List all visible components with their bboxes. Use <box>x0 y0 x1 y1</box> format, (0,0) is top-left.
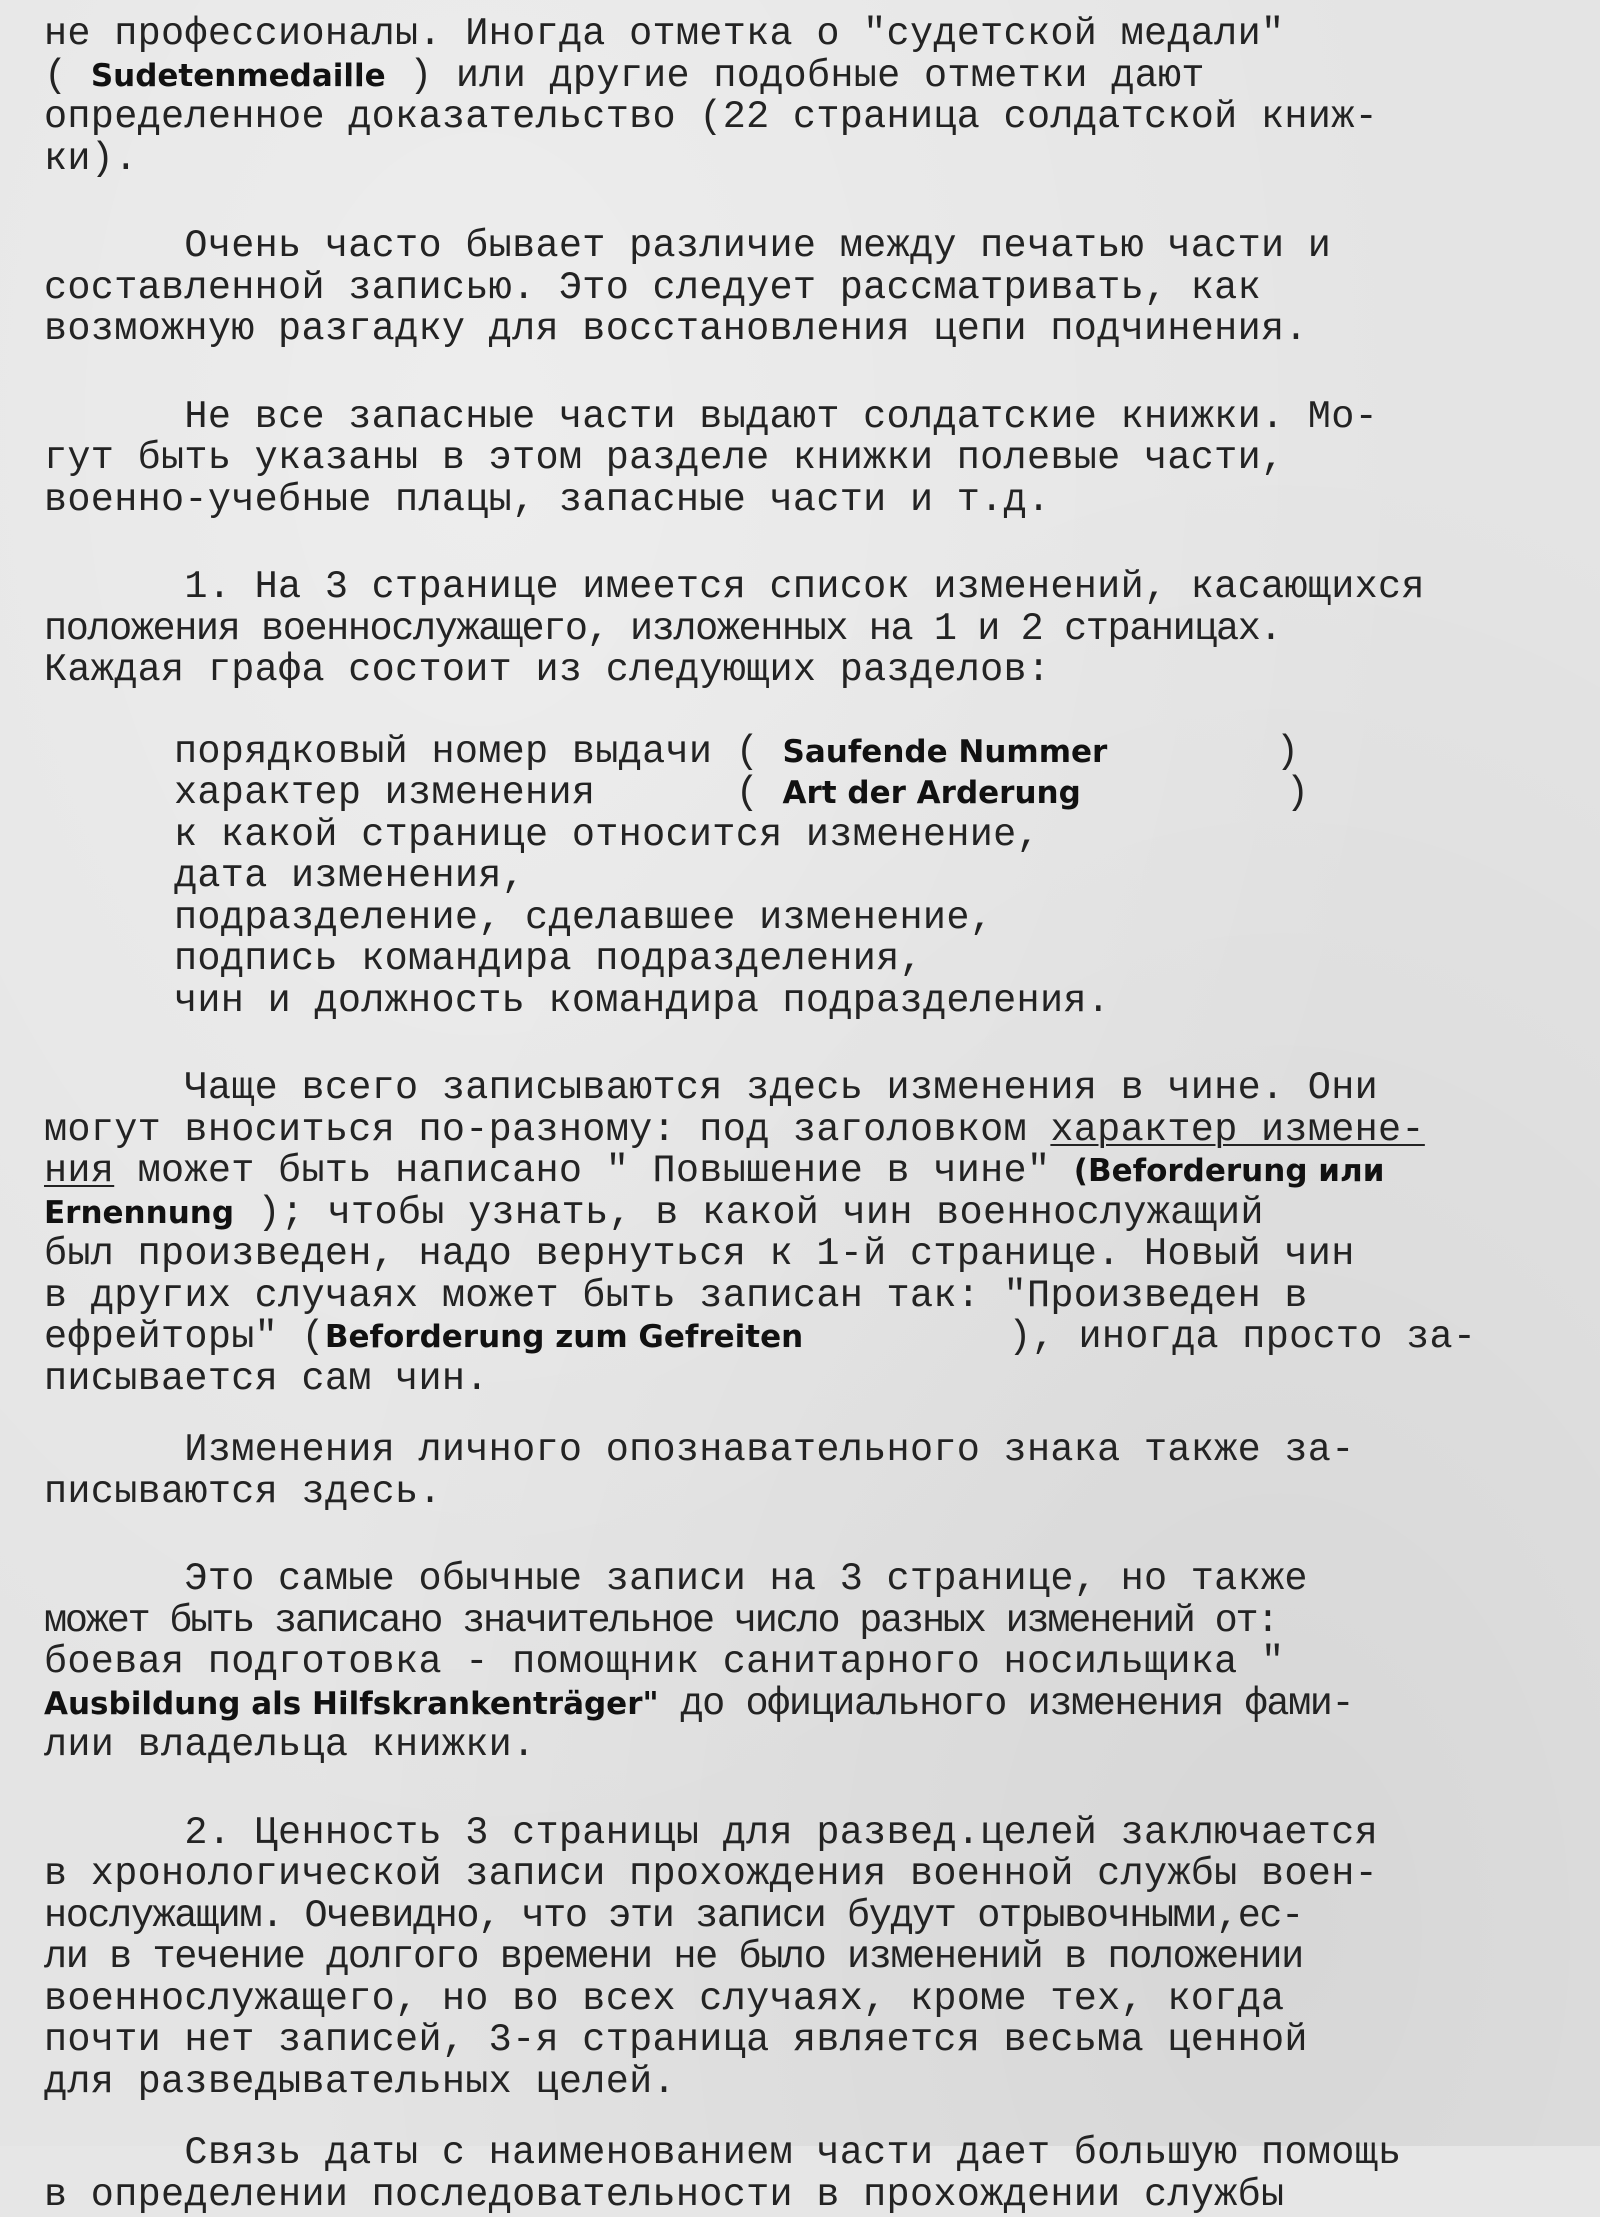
text-line <box>44 1151 1560 1193</box>
text-line: почти нет записей, 3-я страница является весьма ценной <box>44 2018 1308 2062</box>
text-line: нослужащим. Очевидно, что эти записи будут отрывочными,ес- <box>44 1893 1303 1938</box>
text-line: писывается сам чин. <box>44 1356 489 1401</box>
text-line: Это самые обычные записи на 3 странице, но также <box>44 1557 1308 1601</box>
text-line: лии владельца книжки. <box>44 1723 536 1767</box>
handwritten-insert: Beforderung zum Gefreiten <box>324 1319 804 1355</box>
handwritten-insert: (Beforderung или <box>1073 1153 1385 1189</box>
text-line: Связь даты с наименованием части дает большую помощь <box>44 2131 1402 2175</box>
text-fragment: ), иногда просто за- <box>984 1315 1477 1359</box>
paragraph-4 <box>44 567 1560 692</box>
paragraph-2 <box>44 226 1560 351</box>
text-fragment: ); чтобы узнать, в какой чин военнослужащий <box>234 1190 1264 1235</box>
paragraph-5 <box>44 1068 1560 1400</box>
text-fragment: ) или другие подобные отметки дают <box>385 53 1205 98</box>
paragraph-9 <box>44 2133 1560 2216</box>
list-item <box>174 729 1560 774</box>
text-line: военно-учебные плацы, запасные части и т.д. <box>44 477 1051 522</box>
text-fragment: могут вноситься по-разному: под заголовком <box>44 1107 1051 1152</box>
text-fragment: ) <box>1262 771 1310 815</box>
text-line: ки). <box>44 136 138 181</box>
paragraph-7 <box>44 1559 1560 1767</box>
handwritten-insert: Ernennung <box>44 1194 235 1231</box>
list-item: подпись командира подразделения, <box>174 937 923 981</box>
text-fragment: ефрейторы" ( <box>44 1315 325 1359</box>
text-fragment: до официального изменения фами- <box>658 1681 1354 1726</box>
text-line: был произведен, надо вернуться к 1-й странице. Новый чин <box>44 1232 1355 1276</box>
text-line: определенное доказательство (22 страница солдатской книж- <box>44 95 1379 139</box>
section-list <box>44 729 1560 1023</box>
paragraph-3 <box>44 394 1560 522</box>
handwritten-insert: Saufende Nummer <box>782 733 1108 770</box>
handwritten-insert: Art der Arderung <box>782 775 1081 811</box>
text-line: писываются здесь. <box>44 1469 442 1514</box>
list-item: к какой странице относится изменение, <box>174 812 1040 857</box>
text-line <box>44 1317 1560 1359</box>
list-item <box>174 773 1560 815</box>
text-line <box>44 1681 1560 1726</box>
list-item: чин и должность командира подразделения. <box>174 978 1111 1023</box>
underlined-text: ния <box>44 1149 115 1193</box>
text-line <box>44 1107 1560 1152</box>
text-line: Чаще всего записываются здесь изменения в чине. Они <box>44 1066 1379 1110</box>
handwritten-insert: Sudetenmedaille <box>90 57 386 94</box>
text-line: может быть записано значительное число разных изменений от: <box>44 1598 1278 1643</box>
text-fragment: порядковый номер выдачи ( <box>174 729 783 774</box>
text-line: для разведывательных целей. <box>44 2059 676 2104</box>
text-fragment: может быть написано " Повышение в чине" <box>114 1149 1074 1193</box>
text-line: военнослужащего, но во всех случаях, кроме тех, когда <box>44 1976 1285 2021</box>
text-line: положения военнослужащего, изложенных на 1 и 2 страницах. <box>44 606 1282 651</box>
text-fragment: ( <box>44 53 91 98</box>
text-line: не профессионалы. Иногда отметка о "судетской медали" <box>44 12 1285 56</box>
text-line: Каждая графа состоит из следующих разделов: <box>44 648 1051 692</box>
text-line: Не все запасные части выдают солдатские книжки. Мо- <box>44 394 1379 439</box>
text-line: в хронологической записи прохождения военной службы воен- <box>44 1852 1379 1896</box>
text-line: Изменения личного опознавательного знака также за- <box>44 1428 1355 1472</box>
text-line: составленной записью. Это следует рассматривать, как <box>44 265 1261 310</box>
text-line: ли в течение долгого времени не было изменений в положении <box>44 1935 1303 1979</box>
underlined-text: характер измене- <box>1050 1107 1425 1152</box>
handwritten-insert: Ausbildung als Hilfskrankenträger" <box>44 1685 659 1722</box>
text-line: 1. На 3 странице имеется список изменений, касающихся <box>44 565 1425 609</box>
text-line <box>44 53 1560 98</box>
paragraph-6 <box>44 1430 1560 1513</box>
text-line: в определении последовательности в прохождении службы <box>44 2172 1285 2217</box>
text-line: 2. Ценность 3 страницы для развед.целей заключается <box>44 1810 1379 1855</box>
text-line: боевая подготовка - помощник санитарного носильщика " <box>44 1640 1285 1684</box>
list-item: дата изменения, <box>174 854 526 898</box>
paragraph-8 <box>44 1810 1560 2104</box>
text-line: возможную разгадку для восстановления цепи подчинения. <box>44 307 1308 351</box>
paragraph-1 <box>44 14 1560 180</box>
text-line <box>44 1190 1560 1235</box>
text-fragment: характер изменения ( <box>174 771 783 815</box>
text-fragment: ) <box>1252 729 1300 774</box>
text-line: Очень часто бывает различие между печатью части и <box>44 224 1332 268</box>
list-item: подразделение, сделавшее изменение, <box>174 895 994 940</box>
text-line: в других случаях может быть записан так: "Произведен в <box>44 1273 1308 1318</box>
text-line: гут быть указаны в этом разделе книжки полевые части, <box>44 436 1285 480</box>
